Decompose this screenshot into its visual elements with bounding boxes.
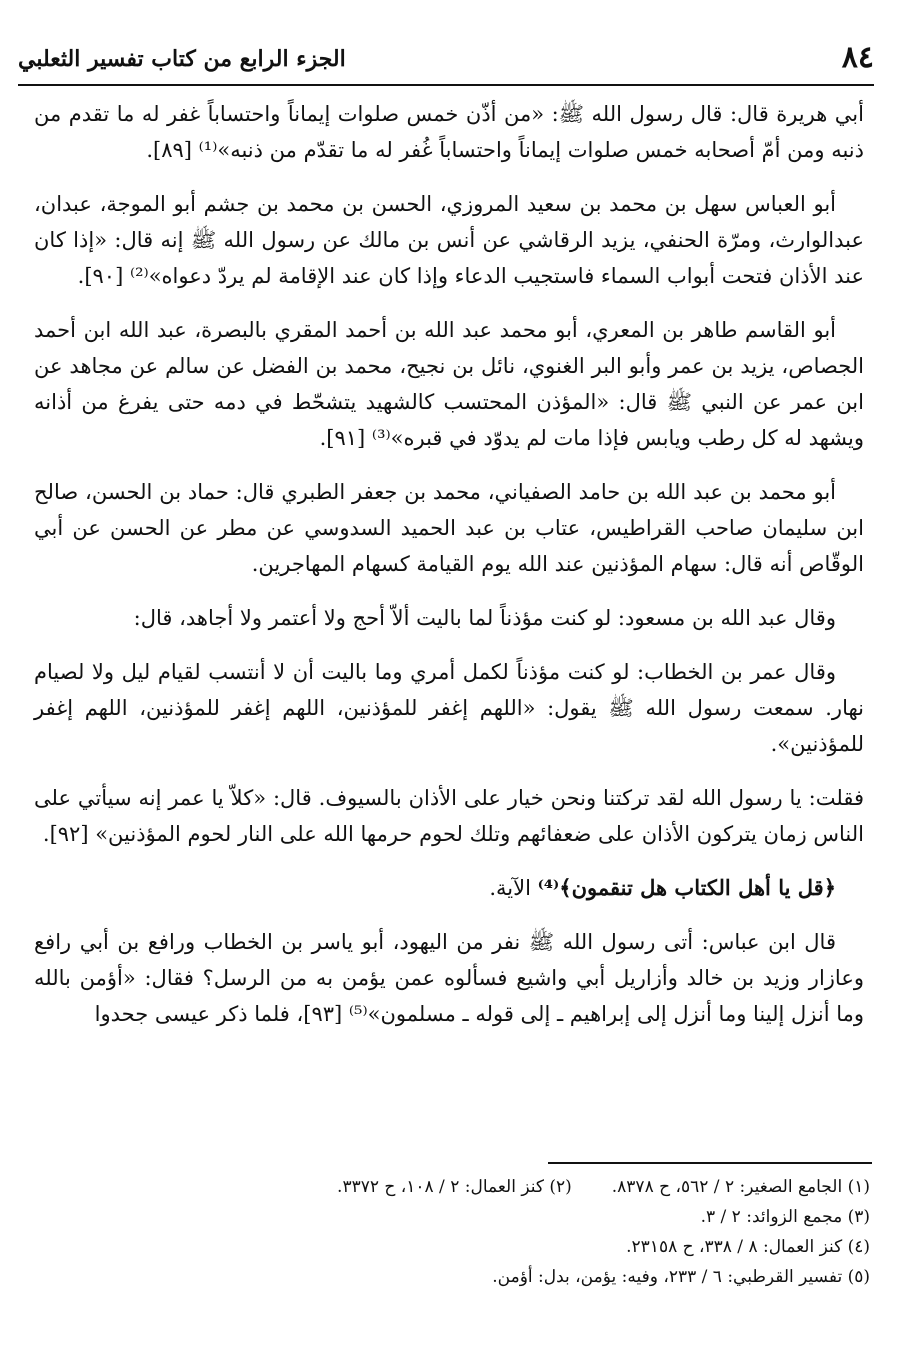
page-header	[18, 30, 874, 86]
paragraph-1: أبي هريرة قال: قال رسول الله ﷺ: «من أذّن خمس صلوات إيماناً واحتساباً غفر له ما تقدم من ذنبه ومن أمّ أصحابه خمس صلوات إيماناً واحتساباً غُفر له ما تقدّم من ذنبه»⁽¹⁾ [٨٩].	[34, 102, 864, 162]
footnote-4: (٤) كنز العمال: ٨ / ٣٣٨، ح ٢٣١٥٨.	[626, 1237, 870, 1257]
paragraph-8: قال ابن عباس: أتى رسول الله ﷺ نفر من اليهود، أبو ياسر بن الخطاب ورافع بن أبي رافع وعازار وزيد بن خالد وأزاريل أبي واشيع فسألوه عمن يؤمن به من الرسل؟ فقال: «أؤمن بالله وما أنزل إلينا وما أنزل إلى إبراهيم ـ إلى قوله ـ مسلمون»⁽⁵⁾ [٩٣]، فلما ذكر عيسى جحدوا	[34, 930, 864, 1026]
verse-text: ﴿قل يا أهل الكتاب هل تنقمون﴾⁽⁴⁾	[537, 875, 836, 900]
verse-heading	[34, 870, 864, 906]
paragraph-3: أبو القاسم طاهر بن المعري، أبو محمد عبد الله بن أحمد المقري بالبصرة، عبد الله ابن أحمد الجصاص، يزيد بن عمر وأبو البر الغنوي، نائل بن نجيح، محمد بن الفضل عن سالم عن مجاهد عن ابن عمر عن النبي ﷺ قال: «المؤذن المحتسب كالشهيد يتشحّط في دمه حتى يفرغ من أذانه ويشهد له كل رطب ويابس فإذا مات لم يدوّد في قبره»⁽³⁾ [٩١].	[34, 318, 864, 450]
verse-suffix: الآية.	[489, 876, 538, 900]
footnote-2: (٢) كنز العمال: ٢ / ١٠٨، ح ٣٣٧٢.	[337, 1177, 572, 1197]
footnote-rule	[548, 1162, 872, 1164]
paragraph-7: فقلت: يا رسول الله لقد تركتنا ونحن خيار على الأذان بالسيوف. قال: «كلاّ يا عمر إنه سيأتي على الناس زمان يتركون الأذان على ضعفائهم وتلك لحوم حرمها الله على النار لحوم المؤذنين» [٩٢].	[34, 786, 864, 846]
footnote-1: (١) الجامع الصغير: ٢ / ٥٦٢، ح ٨٣٧٨.	[611, 1177, 870, 1197]
paragraph-2: أبو العباس سهل بن محمد بن سعيد المروزي، الحسن بن محمد بن جشم أبو الموجة، عبدان، عبدالوارث، ومرّة الحنفي، يزيد الرقاشي عن أنس بن مالك عن رسول الله ﷺ إنه قال: «إذا كان عند الأذان فتحت أبواب السماء فاستجيب الدعاء وإذا كان عند الإقامة لم يردّ دعواه»⁽²⁾ [٩٠].	[34, 192, 864, 288]
running-title: الجزء الرابع من كتاب تفسير الثعلبي	[18, 46, 346, 72]
page-number: ٨٤	[841, 40, 874, 75]
footnote-row-1	[150, 1172, 870, 1202]
main-text	[34, 96, 864, 1050]
header-rule	[18, 84, 874, 86]
paragraph-5: وقال عبد الله بن مسعود: لو كنت مؤذناً لما باليت ألاّ أحج ولا أعتمر ولا أجاهد، قال:	[133, 606, 836, 630]
footnote-5: (٥) تفسير القرطبي: ٦ / ٢٣٣، وفيه: يؤمن، بدل: أؤمن.	[492, 1267, 870, 1287]
paragraph-6: وقال عمر بن الخطاب: لو كنت مؤذناً لكمل أمري وما باليت أن لا أنتسب لقيام ليل ولا لصيام نهار. سمعت رسول الله ﷺ يقول: «اللهم إغفر للمؤذنين، اللهم إغفر للمؤذنين، اللهم إغفر للمؤذنين».	[34, 660, 864, 756]
paragraph-4: أبو محمد بن عبد الله بن حامد الصفياني، محمد بن جعفر الطبري قال: حماد بن الحسن، صالح ابن سليمان صاحب القراطيس، عتاب بن عبد الحميد السدوسي عن مطر عن الحسن عن أبي الوقّاص أنه قال: سهام المؤذنين عند الله يوم القيامة كسهام المهاجرين.	[34, 480, 864, 576]
footnotes	[150, 1172, 870, 1292]
footnote-3: (٣) مجمع الزوائد: ٢ / ٣.	[700, 1207, 870, 1227]
